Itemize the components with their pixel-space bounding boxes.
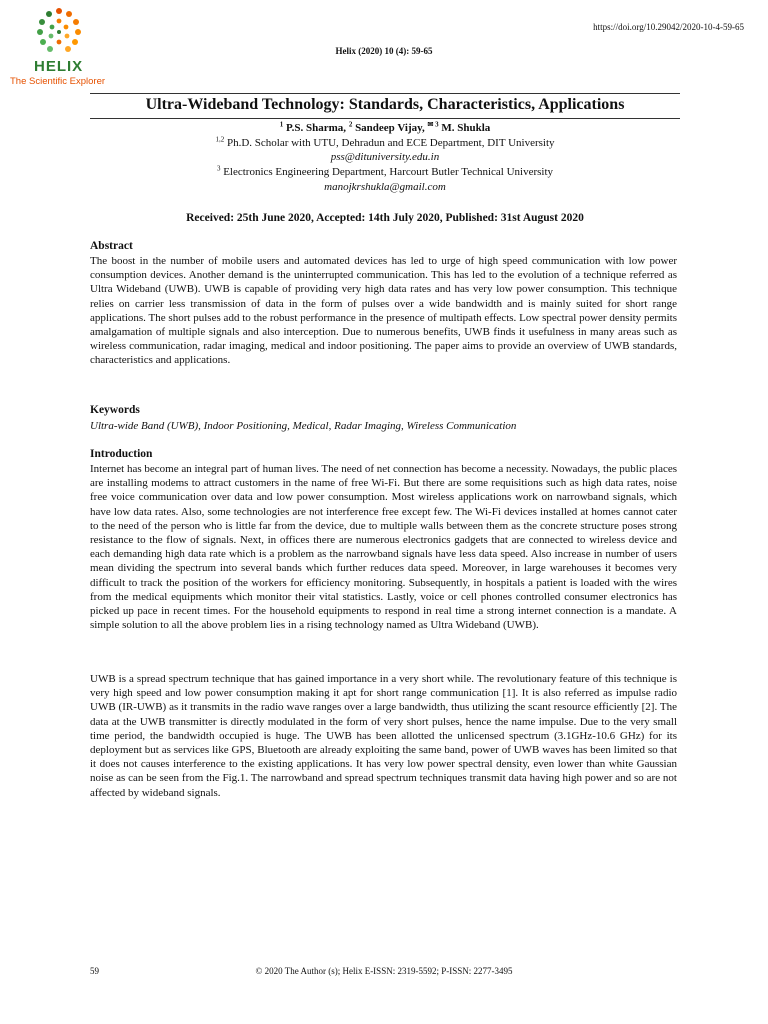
keywords-heading: Keywords — [90, 404, 140, 416]
abstract-text: The boost in the number of mobile users and automated devices has led to urge of high speed communication with low power consumption devices. Another demand is the uninterrupted communication. This has led to the evolution of a technique referred as Ultra Wideband (UWB). UWB is capable of providing very high data rates and has very low power consumption. This technique relies on carrier less transmission of data in the form of pulses over a wide bandwidth and is mainly suited for short range applications. The short pulses add to the robust performance in the presence of multipath effects. Low spectral power density permits amalgamation of multiple signals and also interception. Due to numerous benefits, UWB finds it usefulness in many areas such as wireless communication, radar imaging, medical and indoor positioning. The paper aims to provide an overview of UWB standards, characteristics and applications. — [90, 255, 677, 367]
introduction-paragraph-1: Internet has become an integral part of human lives. The need of net connection has become a necessity. Nowadays, the public places are installing modems to attract customers in the name of free Wi-Fi. But there are some requisitions such as high data rates, noise free voice communication over data and low power consumption. Most wireless applications work on narrowband signals, which have low data rates. Also, some technologies are not interference free except few. The Wi-Fi devices installed at homes cannot cater to the need of the person who is little far from the device, due to multiple walls between them as the concrete structure poses strong resistance to the flow of signals. Next, in offices there are numerous electronics gadgets that are connected to wireless device and each demanding high data rate which is a problem as the narrowband signals have less data speed. Also increase in number of users mean dividing the spectrum into several bands which further reduces data speed. Moreover, in large warehouses it becomes very difficult to track the position of the workers for efficiency monitoring. Subsequently, in hospitals a patient is loaded with the wires from the medical equipments which monitor their vital statistics. Lastly, voice or cell phones controlled consumer electronics has picked up pace in recent times. For the household equipments to respond in real time a strong internet connection is a mandate. A simple solution to all the above problem lies in a rising technology named as Ultra Wideband (UWB). — [90, 463, 677, 632]
affiliation-1-marker: 1,2 — [215, 135, 225, 144]
author-3-name: M. Shukla — [441, 122, 491, 134]
affiliation-1-text: Ph.D. Scholar with UTU, Dehradun and ECE Department, DIT University — [226, 137, 555, 149]
title-rule-top — [90, 93, 680, 94]
author-2-marker: 2 — [348, 120, 353, 129]
logo-wordmark: HELIX — [34, 58, 84, 75]
affiliation-2 — [90, 166, 680, 178]
footer-copyright: © 2020 The Author (s); Helix E-ISSN: 2319-5592; P-ISSN: 2277-3495 — [255, 966, 513, 976]
author-3-marker: ✉ 3 — [427, 120, 439, 129]
affiliation-1 — [90, 137, 680, 149]
author-1-marker: 1 — [279, 120, 284, 129]
page-number: 59 — [90, 966, 99, 976]
introduction-paragraph-2: UWB is a spread spectrum technique that has gained importance in a very short while. The revolutionary feature of this technique is very high speed and low power consumption making it apt for short range communication [1]. It is also referred as impulse radio UWB (IR-UWB) as it transmits in the radio wave ranges over a large bandwidth, thus utilizing the scant resource efficiently [2]. The data at the UWB transmitter is directly modulated in the form of very short pulses, hence the name impulse. Due to the very small time period, the bandwidth occupied is huge. The UWB has been allotted the unlicensed spectrum (3.1GHz-10.6 GHz) for its deployment but as services like GPS, Bluetooth are already exploiting the same band, power of UWB waves has been limited so that it does not causes interference to the existing applications. It has very low power spectral density, even lower than white Gaussian noise as can be seen from the Fig.1. The narrowband and spread spectrum techniques transmit data having high power and so are not affected by wideband signals. — [90, 673, 677, 799]
publication-dates: Received: 25th June 2020, Accepted: 14th July 2020, Published: 31st August 2020 — [186, 212, 584, 224]
affiliation-2-text: Electronics Engineering Department, Harcourt Butler Technical University — [223, 166, 554, 178]
doi-link[interactable]: https://doi.org/10.29042/2020-10-4-59-65 — [593, 22, 744, 32]
logo-tagline: The Scientific Explorer — [10, 76, 106, 87]
email-2[interactable]: manojkrshukla@gmail.com — [324, 181, 446, 193]
author-2-name: Sandeep Vijay, — [355, 122, 425, 134]
keywords-text: Ultra-wide Band (UWB), Indoor Positioning, Medical, Radar Imaging, Wireless Communication — [90, 420, 517, 432]
abstract-heading: Abstract — [90, 240, 133, 252]
journal-reference: Helix (2020) 10 (4): 59-65 — [335, 46, 433, 56]
author-list — [90, 122, 680, 134]
paper-title: Ultra-Wideband Technology: Standards, Characteristics, Applications — [145, 96, 625, 113]
introduction-heading: Introduction — [90, 448, 153, 460]
author-1-name: P.S. Sharma, — [285, 122, 347, 134]
title-rule-bottom — [90, 118, 680, 119]
email-1[interactable]: pss@dituniversity.edu.in — [330, 151, 440, 163]
affiliation-2-marker: 3 — [216, 164, 221, 173]
